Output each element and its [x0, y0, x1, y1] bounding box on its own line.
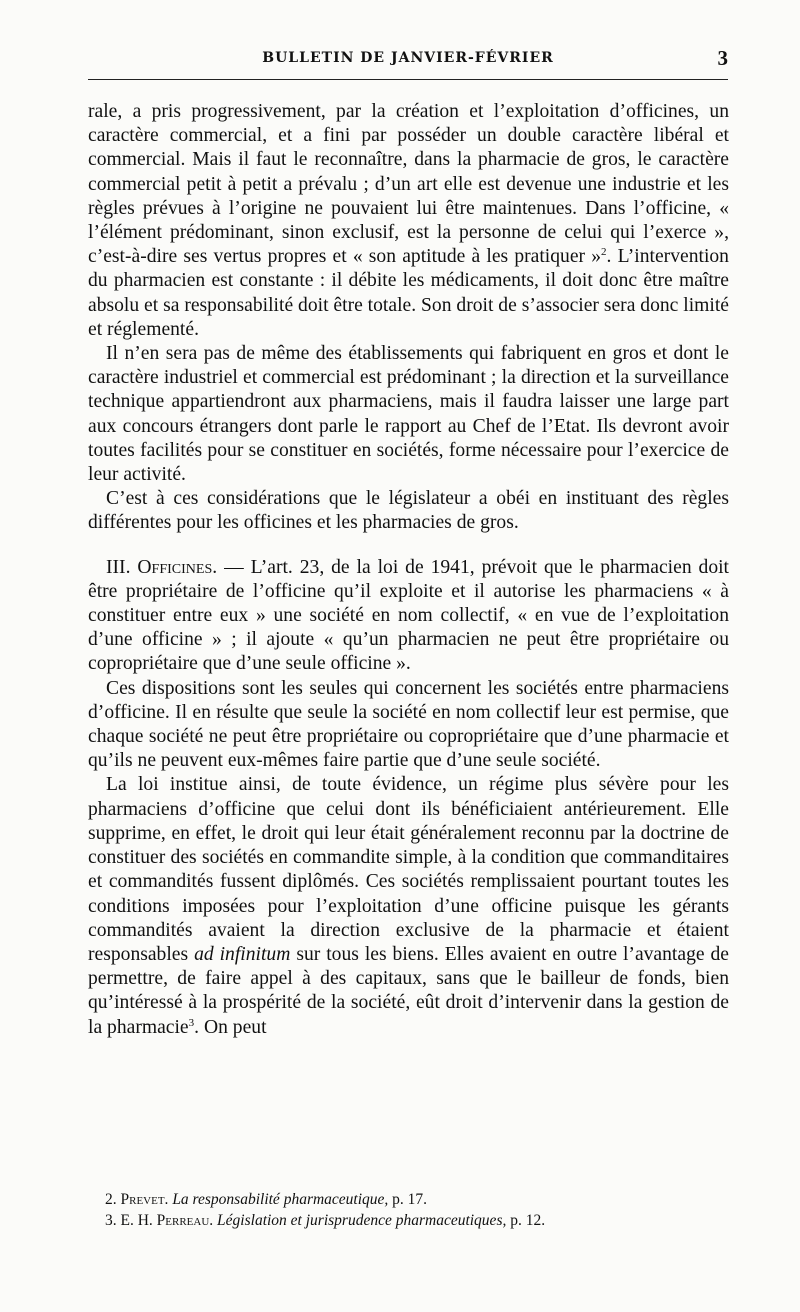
header-rule	[88, 79, 728, 80]
latin-phrase: ad infinitum	[194, 943, 291, 965]
paragraph-5: Ces dispositions sont les seules qui concernent les sociétés entre pharmaciens d’officine. Il en résulte que seule la société en nom collectif leur est permise, que chaque société ne peut être propriétaire ou copropriétaire que d’une pharmacie et qu’ils ne peuvent eux-mêmes faire partie que d’une seule société.	[88, 677, 729, 772]
body-text	[88, 100, 729, 1040]
section-title: Officines.	[137, 556, 218, 578]
paragraph-1: rale, a pris progressivement, par la création et l’exploitation d’officines, un caractère commercial, et a fini par posséder un double caractère libéral et commercial. Mais il faut le reconnaître, dans la pharmacie de gros, le caractère commercial petit à petit a prévalu ; d’un art elle est devenue une industrie et les règles prévues à l’origine ne pouvaient lui être maintenues. Dans l’officine, « l’élément prédominant, sinon exclusif, est la personne de celui qui l’exerce », c’est-à-dire ses vertus propres et « son aptitude à les pratiquer »$^2$. L’intervention du pharmacien est constante : il débite les médicaments, il doit donc être maître absolu et sa responsabilité doit être totale. Son droit de s’associer sera donc limité et réglementé.	[88, 101, 729, 340]
paragraph-4-section-heading: III. Officines. — L’art. 23, de la loi de 1941, prévoit que le pharmacien doit être propriétaire de l’officine qu’il exploite et il autorise les pharmaciens « à constituer entre eux » une société en nom collectif, « en vue de l’exploitation d’une officine » ; il ajoute « qu’un pharmacien ne peut être propriétaire ou copropriétaire que d’une seule officine ».	[88, 556, 730, 675]
header-title: BULLETIN DE JANVIER-FÉVRIER	[262, 50, 554, 66]
footnote-3: 3. E. H. Perreau. Législation et jurisprudence pharmaceutiques, p. 12.	[105, 1212, 546, 1229]
paragraph-3: C’est à ces considérations que le législateur a obéi en instituant des règles différentes pour les officines et les pharmacies de gros.	[88, 488, 729, 534]
footnote-2: 2. Prevet. La responsabilité pharmaceutique, p. 17.	[105, 1191, 428, 1208]
section-number: III.	[106, 556, 131, 578]
footnotes	[105, 1189, 725, 1231]
page-number: 3	[717, 46, 728, 70]
running-header	[88, 46, 728, 72]
footnote-ref-2: 2	[601, 246, 607, 259]
footnote-ref-3: 3	[188, 1016, 195, 1029]
paragraph-6: La loi institue ainsi, de toute évidence, un régime plus sévère pour les pharmaciens d’officine que celui dont ils bénéficiaient antérieurement. Elle supprime, en effet, le droit qui leur était généralement reconnu par la doctrine de constituer des sociétés en commandite simple, à la condition que commanditaires et commandités fussent diplômés. Ces sociétés remplissaient pourtant toutes les conditions imposées pour l’exploitation d’une officine puisque les gérants commandités avaient la direction exclusive de la pharmacie et étaient responsables ad infinitum sur tous les biens. Elles avaient en outre l’avantage de permettre, de faire appel à des capitaux, sans que le bailleur de fonds, bien qu’intéressé à la prospérité de la société, eût droit d’intervenir dans la gestion de la pharmacie$^3$. On peut	[88, 774, 729, 1038]
paragraph-2: Il n’en sera pas de même des établissements qui fabriquent en gros et dont le caractère industriel et commercial est prédominant ; la direction et la surveillance technique appartiendront aux pharmaciens, mais il faudra laisser une large part aux concours étrangers dont parle le rapport au Chef de l’Etat. Ils devront avoir toutes facilités pour se constituer en sociétés, forme nécessaire pour l’exercice de leur activité.	[88, 343, 729, 486]
